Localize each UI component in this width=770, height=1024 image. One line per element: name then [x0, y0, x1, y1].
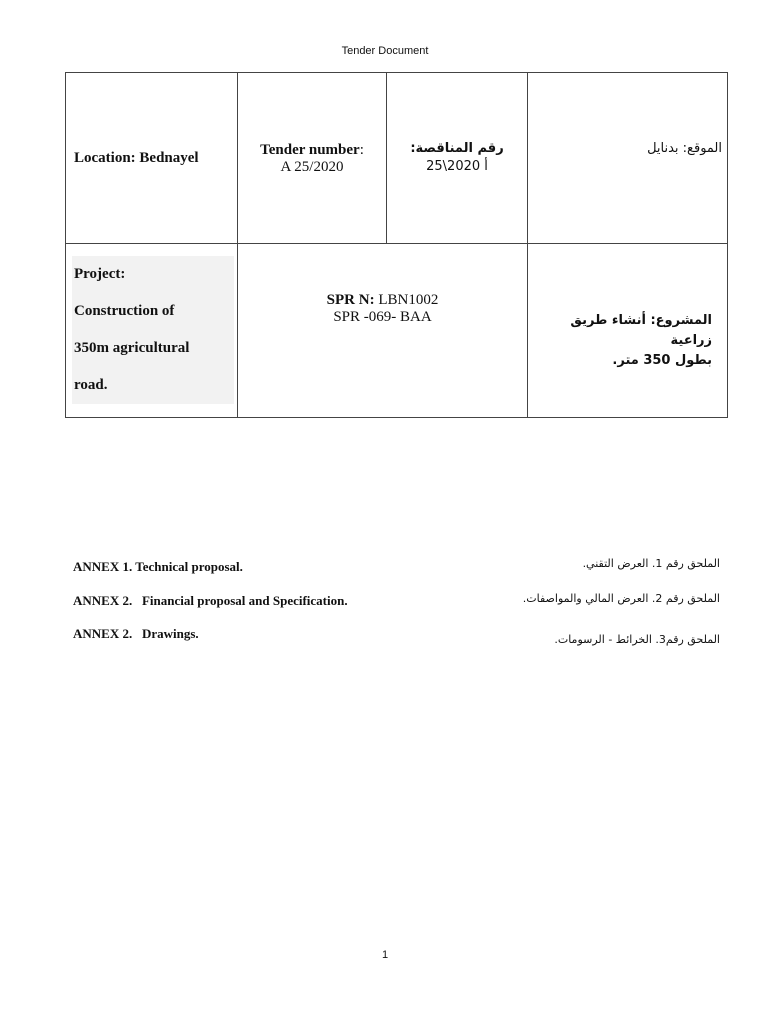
ar-project-cell — [536, 311, 712, 371]
tender-number-label: Tender number — [260, 142, 360, 158]
annex-1-text: ANNEX 1. Technical proposal. — [73, 559, 243, 574]
ar-tender-number-cell — [387, 141, 527, 174]
location-cell — [74, 150, 234, 167]
table-divider — [237, 73, 238, 417]
project-line: road. — [72, 367, 234, 404]
table-divider — [527, 73, 528, 417]
tender-info-table — [65, 72, 728, 418]
project-cell — [72, 256, 234, 404]
ar-project-line1: المشروع: أنشاء طريق زراعية — [570, 313, 712, 348]
tender-number-colon: : — [359, 142, 364, 158]
ar-project-line2: بطول 350 متر. — [612, 353, 712, 368]
document-header-title: Tender Document — [341, 45, 429, 57]
ar-tender-number-label: رقم المناقصة: — [410, 141, 504, 156]
ar-location-text: الموقع: بدنايل — [647, 141, 722, 156]
location-text: Location: Bednayel — [74, 150, 199, 166]
spr-label: SPR N: — [326, 292, 375, 308]
annex-3-text: ANNEX 2. Drawings. — [73, 626, 199, 641]
spr-value: LBN1002 — [374, 292, 439, 308]
project-line: 350m agricultural — [72, 330, 234, 367]
table-divider — [66, 243, 727, 244]
page-number: 1 — [381, 949, 389, 961]
spr-cell — [238, 291, 527, 326]
tender-number-cell — [238, 141, 386, 176]
ar-location-cell — [536, 141, 722, 156]
spr-code: SPR -069- BAA — [333, 309, 432, 325]
project-line: Construction of — [72, 293, 234, 330]
tender-number-value: A 25/2020 — [280, 159, 344, 175]
annex-2-text: ANNEX 2. Financial proposal and Specification. — [73, 593, 348, 608]
project-line: Project: — [72, 256, 234, 293]
annex-1-ar-text: الملحق رقم 1. العرض التقني. — [582, 557, 720, 570]
annex-3-ar-text: الملحق رقم3. الخرائط - الرسومات. — [554, 633, 720, 646]
annex-2-ar-text: الملحق رقم 2. العرض المالي والمواصفات. — [522, 592, 720, 605]
ar-tender-number-value: أ 2020\25 — [426, 159, 488, 174]
